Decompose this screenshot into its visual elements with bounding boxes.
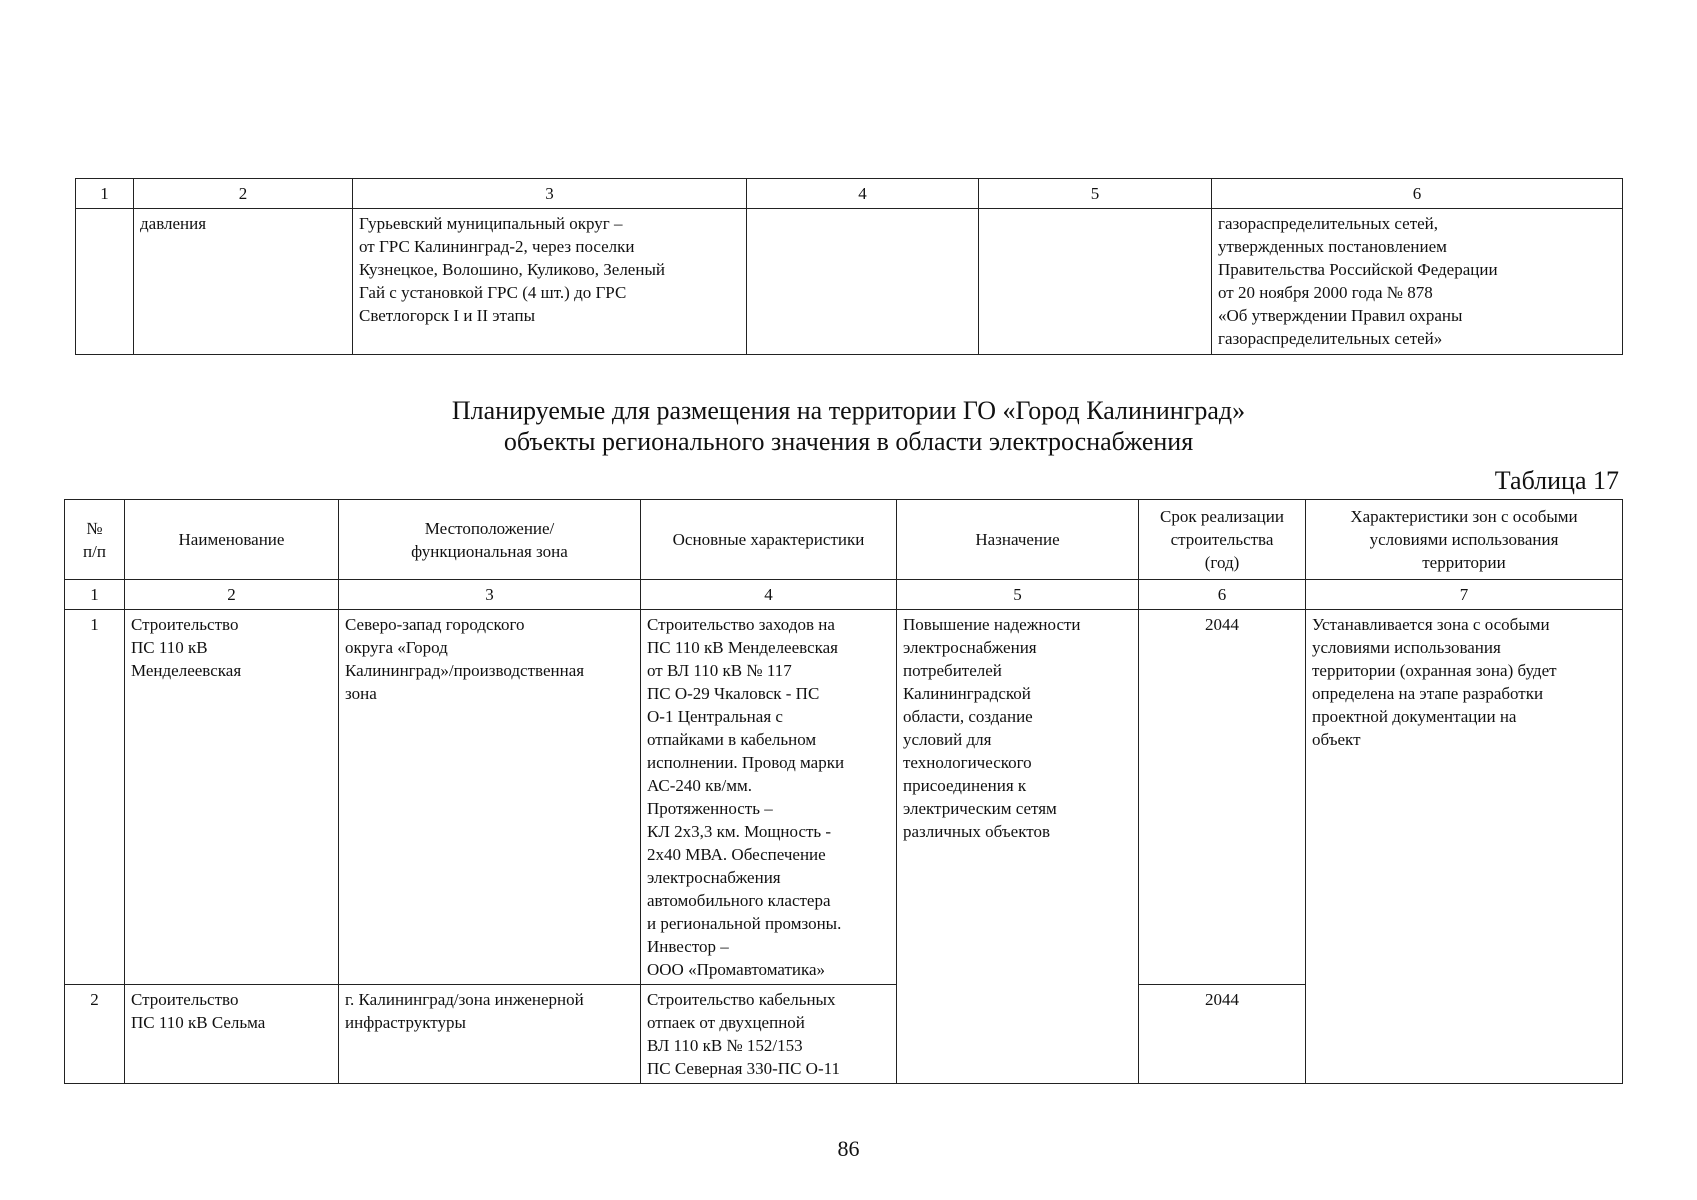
continued-column-numbers (76, 179, 1623, 209)
col-number: 4 (641, 580, 897, 610)
cell-purpose: Повышение надежности электроснабжения потребителей Калининградской области, создание условий для технологического присоединения к электрическим сетям различных объектов (897, 610, 1139, 1084)
header-purpose: Назначение (897, 500, 1139, 580)
header-characteristics: Основные характеристики (641, 500, 897, 580)
cell-zone: газораспределительных сетей, утвержденных постановлением Правительства Российской Федерации от 20 ноября 2000 года № 878 «Об утверждении Правил охраны газораспределительных сетей» (1212, 209, 1623, 355)
page-number: 86 (837, 1136, 860, 1161)
col-number: 6 (1212, 179, 1623, 209)
table-row (65, 610, 1623, 985)
header-name: Наименование (125, 500, 339, 580)
cell-number: 1 (65, 610, 125, 985)
table-header-row (65, 500, 1623, 580)
column-numbers-row (65, 580, 1623, 610)
col-number: 7 (1306, 580, 1623, 610)
cell-year: 2044 (1139, 985, 1306, 1084)
header-year: Срок реализации строительства (год) (1139, 500, 1306, 580)
col-number: 2 (134, 179, 353, 209)
col-number: 5 (979, 179, 1212, 209)
header-number: № п/п (65, 500, 125, 580)
col-number: 5 (897, 580, 1139, 610)
header-location: Местоположение/ функциональная зона (339, 500, 641, 580)
col-number: 3 (353, 179, 747, 209)
cell-name: Строительство ПС 110 кВ Сельма (125, 985, 339, 1084)
cell-name: Строительство ПС 110 кВ Менделеевская (125, 610, 339, 985)
col-number: 4 (747, 179, 979, 209)
cell-location: Гурьевский муниципальный округ – от ГРС Калининград-2, через поселки Кузнецкое, Волошино, Куликово, Зеленый Гай с установкой ГРС (4 шт.) до ГРС Светлогорск I и II этапы (353, 209, 747, 355)
cell-name: давления (134, 209, 353, 355)
col-number: 1 (76, 179, 134, 209)
cell-location: г. Калининград/зона инженерной инфраструктуры (339, 985, 641, 1084)
col-number: 3 (339, 580, 641, 610)
cell-zone: Устанавливается зона с особыми условиями использования территории (охранная зона) будет определена на этапе разработки проектной документации на объект (1306, 610, 1623, 1084)
main-table (64, 499, 1623, 1084)
cell-year: 2044 (1139, 610, 1306, 985)
col-number: 1 (65, 580, 125, 610)
header-zone: Характеристики зон с особыми условиями использования территории (1306, 500, 1623, 580)
cell-purpose (979, 209, 1212, 355)
table-number: Таблица 17 (1494, 466, 1619, 495)
col-number: 6 (1139, 580, 1306, 610)
cell-number (76, 209, 134, 355)
table-row (76, 209, 1623, 355)
cell-characteristics (747, 209, 979, 355)
cell-characteristics: Строительство кабельных отпаек от двухцепной ВЛ 110 кВ № 152/153 ПС Северная 330-ПС О-11 (641, 985, 897, 1084)
cell-number: 2 (65, 985, 125, 1084)
col-number: 2 (125, 580, 339, 610)
cell-location: Северо-запад городского округа «Город Калининград»/производственная зона (339, 610, 641, 985)
continued-table (75, 178, 1623, 355)
section-title: Планируемые для размещения на территории ГО «Город Калининград» объекты регионального значения в области электроснабжения (451, 396, 1246, 456)
cell-characteristics: Строительство заходов на ПС 110 кВ Менделеевская от ВЛ 110 кВ № 117 ПС О-29 Чкаловск - ПС О-1 Центральная с отпайками в кабельном исполнении. Провод марки АС-240 кв/мм. Протяженность – КЛ 2х3,3 км. Мощность - 2х40 МВА. Обеспечение электроснабжения автомобильного кластера и региональной промзоны. Инвестор – ООО «Промавтоматика» (641, 610, 897, 985)
